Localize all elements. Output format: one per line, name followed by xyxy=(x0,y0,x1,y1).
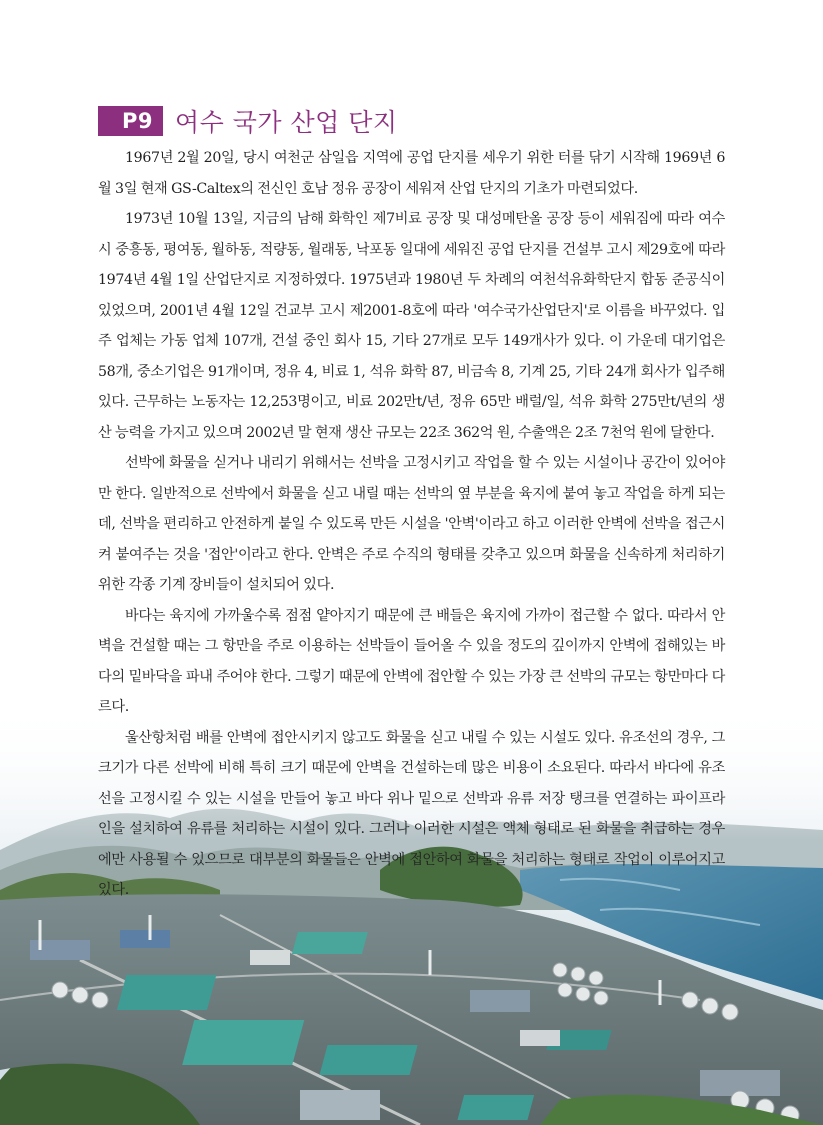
section-heading xyxy=(98,106,398,136)
section-badge: P9 xyxy=(98,106,163,136)
article-body xyxy=(98,143,725,906)
paragraph-1: 1967년 2월 20일, 당시 여천군 삼일읍 지역에 공업 단지를 세우기 위한 터를 닦기 시작해 1969년 6월 3일 현재 GS-Caltex의 전신인 호남 정유 공장이 세워져 산업 단지의 기초가 마련되었다. xyxy=(98,150,725,197)
paragraph-2: 1973년 10월 13일, 지금의 남해 화학인 제7비료 공장 및 대성메탄올 공장 등이 세워짐에 따라 여수시 중흥동, 평여동, 월하동, 적량동, 월래동, 낙포동 일대에 세워진 공업 단지를 건설부 고시 제29호에 따라 1974년 4월 1일 산업단지로 지정하였다. 1975년과 1980년 두 차례의 여천석유화학단지 합동 준공식이 있었으며, 2001년 4월 12일 건교부 고시 제2001-8호에 따라 '여수국가산업단지'로 이름을 바꾸었다. 입주 업체는 가동 업체 107개, 건설 중인 회사 15, 기타 27개로 모두 149개사가 있다. 이 가운데 대기업은 58개, 중소기업은 91개이며, 정유 4, 비료 1, 석유 화학 87, 비금속 8, 기계 25, 기타 24개 회사가 입주해 있다. 근무하는 노동자는 12,253명이고, 비료 202만t/년, 정유 65만 배럴/일, 석유 화학 275만t/년의 생산 능력을 가지고 있으며 2002년 말 현재 생산 규모는 22조 362억 원, 수출액은 2조 7천억 원에 달한다. xyxy=(98,211,725,441)
paragraph-3: 선박에 화물을 싣거나 내리기 위해서는 선박을 고정시키고 작업을 할 수 있는 시설이나 공간이 있어야 만 한다. 일반적으로 선박에서 화물을 싣고 내릴 때는 선박의 옆 부분을 육지에 붙여 놓고 작업을 하게 되는데, 선박을 편리하고 안전하게 붙일 수 있도록 만든 시설을 '안벽'이라고 하고 이러한 안벽에 선박을 접근시켜 붙여주는 것을 '접안'이라고 한다. 안벽은 주로 수직의 형태를 갖추고 있으며 화물을 신속하게 처리하기 위한 각종 기계 장비들이 설치되어 있다. xyxy=(98,455,725,593)
paragraph-5: 울산항처럼 배를 안벽에 접안시키지 않고도 화물을 싣고 내릴 수 있는 시설도 있다. 유조선의 경우, 그 크기가 다른 선박에 비해 특히 크기 때문에 안벽을 건설하는데 많은 비용이 소요된다. 따라서 바다에 유조선을 고정시킬 수 있는 시설을 만들어 놓고 바다 위나 밑으로 선박과 유류 저장 탱크를 연결하는 파이프라인을 설치하여 유류를 처리하는 시설이 있다. 그러나 이러한 시설은 액체 형태로 된 화물을 취급하는 경우에만 사용될 수 있으므로 대부분의 화물들은 안벽에 접안하여 화물을 처리하는 형태로 작업이 이루어지고 있다. xyxy=(98,729,725,898)
paragraph-4: 바다는 육지에 가까울수록 점점 얕아지기 때문에 큰 배들은 육지에 가까이 접근할 수 없다. 따라서 안벽을 건설할 때는 그 항만을 주로 이용하는 선박들이 들어올 수 있을 정도의 깊이까지 안벽에 접해있는 바다의 밑바닥을 파내 주어야 한다. 그렇기 때문에 안벽에 접안할 수 있는 가장 큰 선박의 규모는 항만마다 다르다. xyxy=(98,607,725,715)
section-title: 여수 국가 산업 단지 xyxy=(175,108,398,137)
